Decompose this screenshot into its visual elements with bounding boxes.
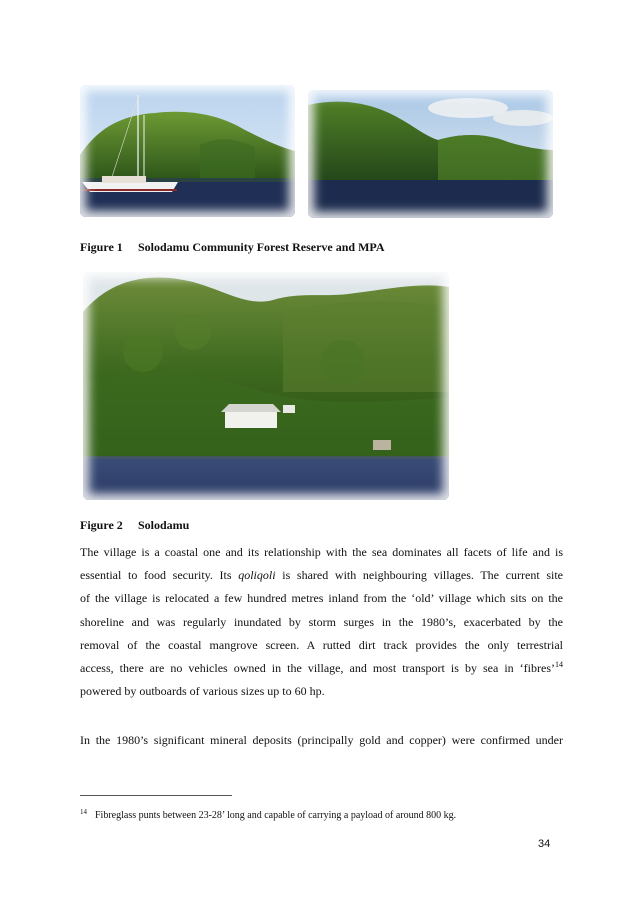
figure-1-caption <box>80 240 385 255</box>
paragraph-line-rest: is shared with neighbouring villages. The current site <box>275 568 563 583</box>
footnote-divider <box>80 795 232 796</box>
paragraph-line: In the 1980’s significant mineral deposits (principally gold and copper) were confirmed under <box>80 733 563 747</box>
photo-forested-hills-image <box>308 90 553 218</box>
figure-2-caption <box>80 518 189 533</box>
photo-forest-reserve-with-yacht <box>80 85 295 217</box>
paragraph-line <box>80 657 563 680</box>
body-paragraph-village <box>80 541 563 703</box>
page-number: 34 <box>538 838 551 850</box>
footnote-text: Fibreglass punts between 23-28’ long and capable of carrying a payload of around 800 kg. <box>95 810 457 821</box>
footnote <box>80 808 456 821</box>
paragraph-line: of the village is relocated a few hundred metres inland from the ‘old’ village which sits on the <box>80 591 563 606</box>
paragraph-line-text: access, there are no vehicles owned in the village, and most transport is by sea in ‘fibres’ <box>80 661 555 676</box>
paragraph-line <box>80 564 563 587</box>
figure-1-title: Solodamu Community Forest Reserve and MPA <box>138 240 385 254</box>
figure-2-number: Figure 2 <box>80 518 123 532</box>
photo-solodamu-village-image <box>83 272 449 500</box>
paragraph-line: The village is a coastal one and its relationship with the sea dominates all facets of life and is <box>80 545 563 559</box>
qoliqoli-term: qoliqoli <box>238 568 276 583</box>
photo-solodamu-village <box>83 272 449 500</box>
figure-1-number: Figure 1 <box>80 240 123 254</box>
photo-forest-reserve-with-yacht-image <box>80 85 295 217</box>
paragraph-line-start: essential to food security. Its <box>80 568 239 583</box>
figure-2-title: Solodamu <box>138 518 190 532</box>
paragraph-line: powered by outboards of various sizes up to 60 hp. <box>80 684 325 699</box>
footnote-reference[interactable]: 14 <box>555 660 563 670</box>
footnote-number: 14 <box>80 808 87 816</box>
paragraph-line: removal of the coastal mangrove screen. A rutted dirt track provides the only terrestrial <box>80 637 563 652</box>
body-paragraph-mineral-deposits <box>80 729 563 752</box>
paragraph-line: shoreline and was regularly inundated by storm surges in the 1980’s, exacerbated by the <box>80 614 563 629</box>
photo-forested-hills <box>308 90 553 218</box>
